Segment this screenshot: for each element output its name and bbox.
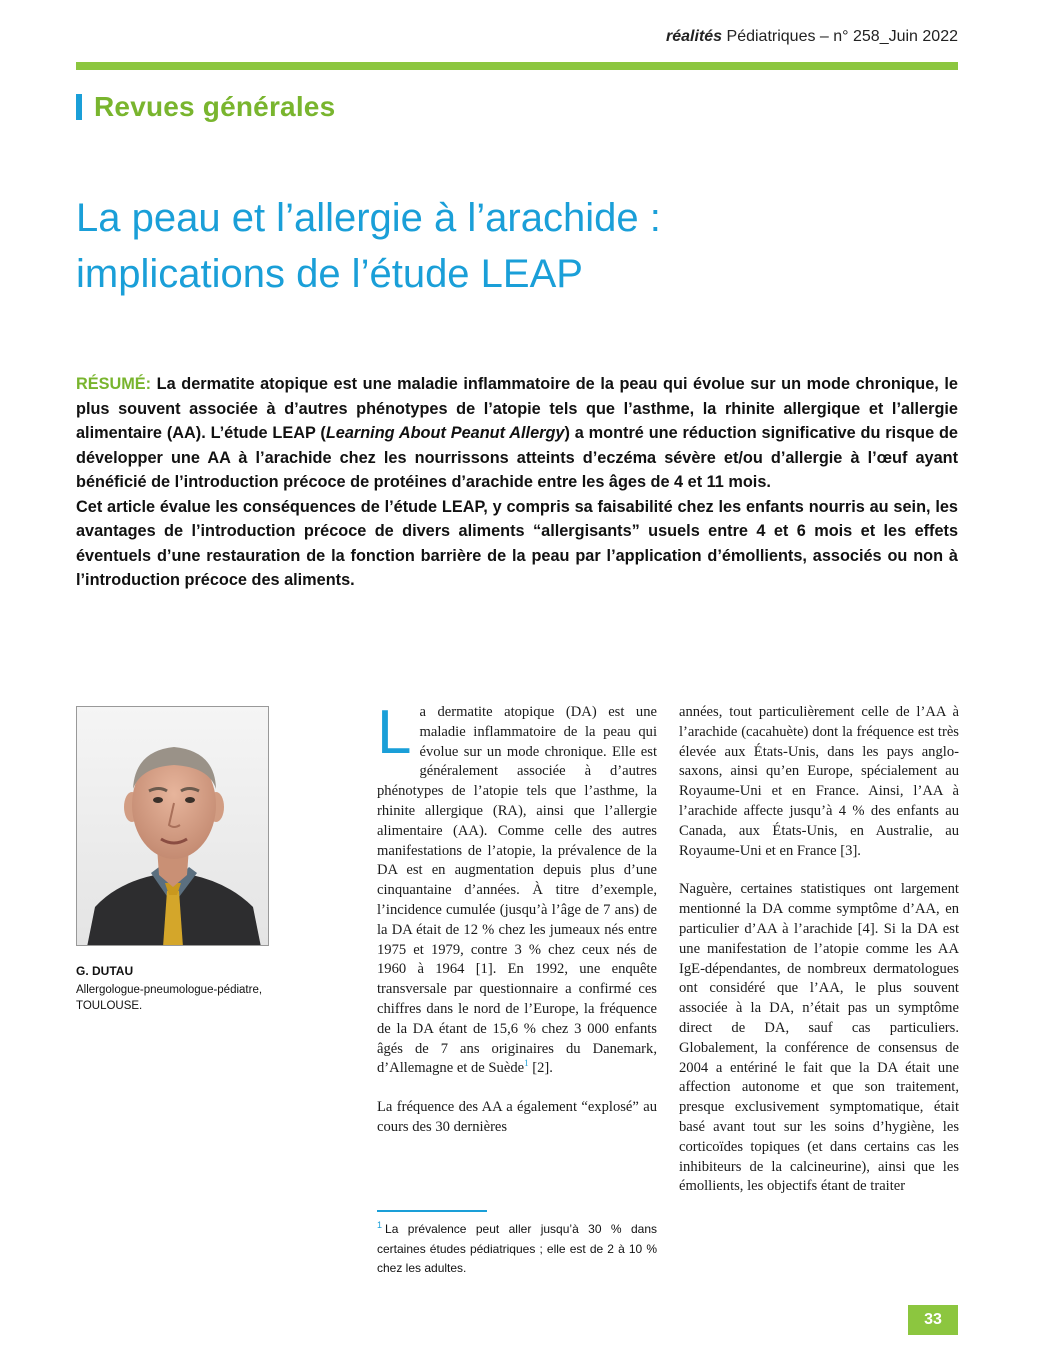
section-marker-bar <box>76 94 82 120</box>
article-title <box>76 190 958 302</box>
section-label: Revues générales <box>94 91 336 122</box>
body-paragraph-1-end: [2]. <box>528 1060 553 1077</box>
section-tag <box>76 91 335 123</box>
article-title-line-1: La peau et l’allergie à l’arachide : <box>76 196 661 240</box>
abstract-paragraph-2: Cet article évalue les conséquences de l’étude LEAP, y compris sa faisabilité chez les enfants nourris au sein, les avantages de l’introduction précoce de divers aliments “allergisants” usuels entre 4 et 6 mois et les effets éventuels d’une restauration de la fonction barrière de la peau par l’application d’émollients, associés ou non à l’introduction précoce des aliments. <box>76 497 958 589</box>
abstract-paragraph-1 <box>76 372 958 495</box>
footnote-rule <box>377 1210 487 1212</box>
article-title-line-2: implications de l’étude LEAP <box>76 252 583 296</box>
abstract-text-1b: ) a montré une réduction significative du risque de développer une AA à l’arachide chez les nourrissons atteints d’eczéma sévère et/ou d’allergie à l’œuf ayant bénéficié de l’introduction précoce de protéines d’arachide entre les âges de 4 et 11 mois. <box>76 424 958 491</box>
abstract-lead: RÉSUMÉ: <box>76 375 152 393</box>
drop-cap: L <box>377 698 412 767</box>
footnote-reference[interactable]: 1 <box>524 1058 529 1069</box>
body-paragraph-3: années, tout particulièrement celle de l’AA à l’arachide (cacahuète) dont la fréquence est très élevée aux États-Unis, dans les pays anglo-saxons, ainsi qu’en Europe, spécialement au Royaume-Uni et en France. Ainsi, l’AA à l’arachide affecte jusqu’à 4 % des enfants au Canada, aux États-Unis, en Australie, au Royaume-Uni et en France [3]. <box>679 704 959 859</box>
abstract-text-1a: La dermatite atopique est une maladie inflammatoire de la peau qui évolue sur un mode chronique, le plus souvent associée à d’autres phénotypes de l’atopie tels que l’asthme, la rhinite allergique et l’allergie alimentaire (AA). L’étude LEAP ( <box>76 375 958 442</box>
journal-header <box>666 28 958 46</box>
body-paragraph-2: La fréquence des AA a également “explosé” au cours des 30 dernières <box>377 1099 657 1135</box>
body-column-2 <box>679 703 959 1216</box>
footnote <box>377 1220 657 1279</box>
footnote-number: 1 <box>377 1220 383 1230</box>
abstract-study-name: Learning About Peanut Allergy <box>325 424 565 442</box>
footnote-text: La prévalence peut aller jusqu’à 30 % dans certaines études pédiatriques ; elle est de 2 à 10 % chez les adultes. <box>377 1222 657 1275</box>
author-name: G. DUTAU <box>76 964 134 978</box>
journal-brand: réalités <box>666 28 723 45</box>
journal-issue-info: Pédiatriques – n° 258_Juin 2022 <box>726 28 958 45</box>
abstract <box>76 372 958 593</box>
author-role: Allergologue-pneumologue-pédiatre, <box>76 984 263 996</box>
body-paragraph-4: Naguère, certaines statistiques ont largement mentionné la DA comme symptôme d’AA, en particulier d’AA à l’arachide [4]. Si la DA est une manifestation de l’atopie comme les AA IgE-dépendantes, de nombreux dermatologues ont considéré que l’AA, le plus souvent associée à la DA, n’était pas un symptôme direct de DA, sauf cas particuliers. Globalement, la conférence de consensus de 2004 a entériné le fait que la DA était une affection autonome et que son traitement, presque exclusivement symptomatique, était basé avant tout sur les soins d’hygiène, les corticoïdes topiques (et dans certains cas les inhibiteurs de la calcineurine), ainsi que les émollients, les objectifs étant de traiter <box>679 881 959 1195</box>
body-column-1 <box>377 698 657 1157</box>
author-affiliation <box>76 983 286 1014</box>
page-number: 33 <box>908 1305 958 1335</box>
body-paragraph-1-text: a dermatite atopique (DA) est une maladie inflammatoire de la peau qui évolue sur un mode chronique. Elle est généralement associée à d’autres phénotypes de l’atopie tels que l’asthme, la rhinite allergique (RA), ainsi que l’allergie alimentaire (AA). Comme celle des autres manifestations de l’atopie, la prévalence de la DA est en augmentation depuis plus d’une cinquantaine d’années. À titre d’exemple, l’incidence cumulée (jusqu’à l’âge de 7 ans) de la DA était de 12 % chez les jumeaux nés entre 1975 et 1979, contre 3 % chez ceux nés de 1960 à 1964 [1]. En 1992, une enquête transversale par questionnaire a confirmé ces chiffres dans le nord de l’Europe, la fréquence de la DA étant de 15,6 % chez 3 000 enfants âgés de 7 ans originaires du Danemark, d’Allemagne et de Suède <box>377 704 657 1077</box>
author-photo <box>76 706 269 946</box>
header-rule <box>76 62 958 70</box>
author-city: TOULOUSE. <box>76 999 143 1012</box>
author-portrait-image <box>77 707 269 946</box>
body-paragraph-1 <box>377 698 657 1079</box>
